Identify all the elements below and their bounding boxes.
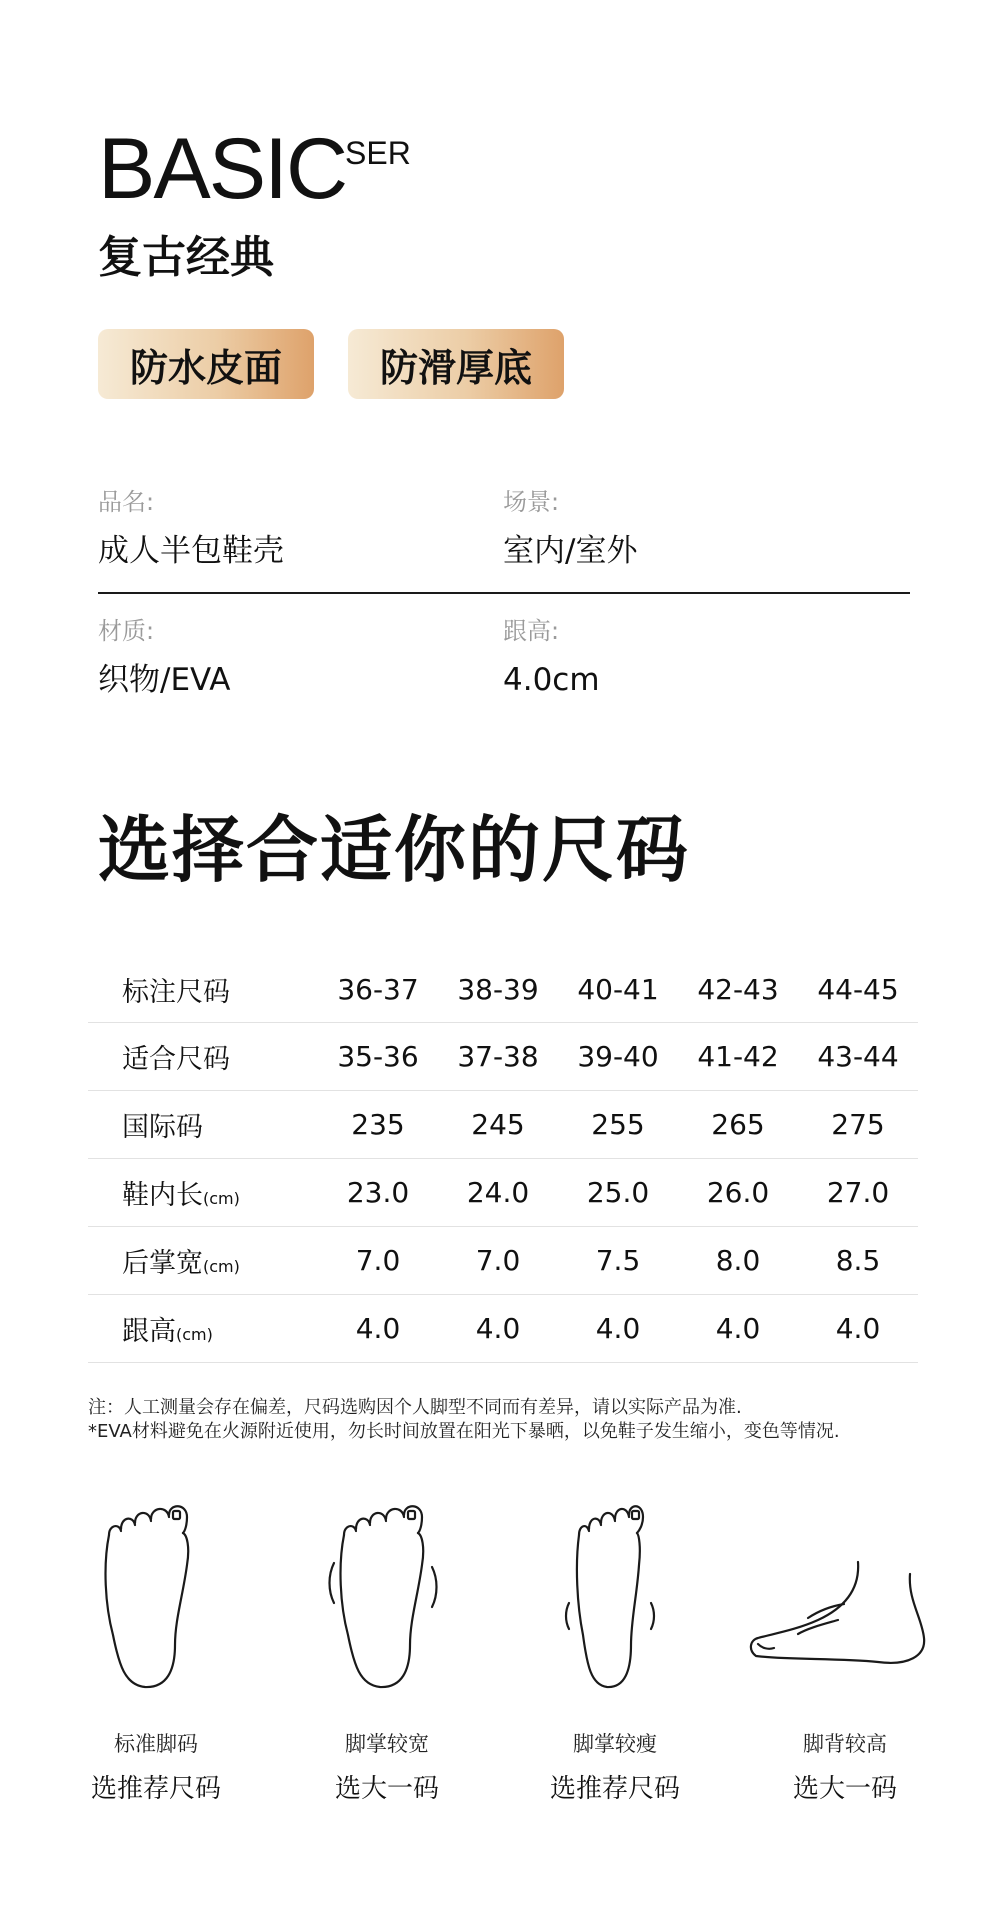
table-cell: 40-41 bbox=[558, 956, 678, 1023]
row-label: 国际码 bbox=[88, 1091, 318, 1159]
foot-type-recommendation: 选大一码 bbox=[334, 1774, 439, 1804]
table-cell: 8.0 bbox=[678, 1227, 798, 1295]
table-cell: 7.0 bbox=[438, 1227, 558, 1295]
feature-badge-antislip: 防滑厚底 bbox=[348, 329, 564, 399]
spec-label-material: 材质: bbox=[98, 617, 155, 645]
table-cell: 36-37 bbox=[318, 956, 438, 1023]
table-cell: 27.0 bbox=[798, 1159, 918, 1227]
brand-superscript: SER bbox=[345, 135, 411, 171]
table-cell: 255 bbox=[558, 1091, 678, 1159]
spec-divider bbox=[98, 592, 910, 594]
row-label: 适合尺码 bbox=[88, 1023, 318, 1091]
table-cell: 23.0 bbox=[318, 1159, 438, 1227]
spec-label-scene: 场景: bbox=[503, 488, 560, 516]
table-cell: 7.5 bbox=[558, 1227, 678, 1295]
table-cell: 4.0 bbox=[678, 1295, 798, 1363]
spec-value-material: 织物/EVA bbox=[98, 662, 231, 698]
table-cell: 245 bbox=[438, 1091, 558, 1159]
table-cell: 37-38 bbox=[438, 1023, 558, 1091]
table-row bbox=[88, 1227, 918, 1295]
table-cell: 35-36 bbox=[318, 1023, 438, 1091]
spec-value-heel: 4.0cm bbox=[503, 662, 600, 698]
table-cell: 4.0 bbox=[558, 1295, 678, 1363]
foot-type-label: 脚掌较瘦 bbox=[573, 1732, 657, 1756]
spec-value-scene: 室内/室外 bbox=[503, 533, 638, 569]
foot-type-label: 脚背较高 bbox=[803, 1732, 887, 1756]
table-cell: 24.0 bbox=[438, 1159, 558, 1227]
table-cell: 4.0 bbox=[798, 1295, 918, 1363]
table-row bbox=[88, 1023, 918, 1091]
table-cell: 38-39 bbox=[438, 956, 558, 1023]
table-cell: 42-43 bbox=[678, 956, 798, 1023]
row-label: 鞋内长(cm) bbox=[88, 1159, 318, 1227]
table-row bbox=[88, 1091, 918, 1159]
row-label: 跟高(cm) bbox=[88, 1295, 318, 1363]
narrow-foot-icon bbox=[555, 1505, 665, 1695]
eva-warning-note: *EVA材料避免在火源附近使用，勿长时间放置在阳光下暴晒，以免鞋子发生缩小，变色等情况. bbox=[88, 1421, 840, 1442]
spec-label-heel: 跟高: bbox=[503, 617, 560, 645]
table-cell: 25.0 bbox=[558, 1159, 678, 1227]
row-label: 后掌宽(cm) bbox=[88, 1227, 318, 1295]
table-row bbox=[88, 1295, 918, 1363]
foot-type-recommendation: 选大一码 bbox=[792, 1774, 897, 1804]
table-row bbox=[88, 956, 918, 1023]
table-cell: 39-40 bbox=[558, 1023, 678, 1091]
table-cell: 26.0 bbox=[678, 1159, 798, 1227]
table-cell: 265 bbox=[678, 1091, 798, 1159]
spec-label-name: 品名: bbox=[98, 488, 155, 516]
row-label: 标注尺码 bbox=[88, 956, 318, 1023]
spec-value-name: 成人半包鞋壳 bbox=[98, 533, 284, 569]
brand-title: BASIC bbox=[98, 121, 347, 217]
size-table bbox=[88, 956, 918, 1363]
wide-foot-icon bbox=[322, 1505, 442, 1695]
table-cell: 4.0 bbox=[318, 1295, 438, 1363]
foot-type-label: 脚掌较宽 bbox=[345, 1732, 429, 1756]
table-row bbox=[88, 1159, 918, 1227]
foot-type-recommendation: 选推荐尺码 bbox=[90, 1774, 221, 1804]
standard-foot-icon bbox=[95, 1505, 205, 1695]
feature-badge-waterproof: 防水皮面 bbox=[98, 329, 314, 399]
table-cell: 43-44 bbox=[798, 1023, 918, 1091]
table-cell: 7.0 bbox=[318, 1227, 438, 1295]
table-cell: 275 bbox=[798, 1091, 918, 1159]
measurement-note: 注：人工测量会存在偏差，尺码选购因个人脚型不同而有差异，请以实际产品为准. bbox=[88, 1397, 742, 1418]
product-subtitle: 复古经典 bbox=[98, 232, 274, 283]
table-cell: 235 bbox=[318, 1091, 438, 1159]
size-section-title: 选择合适你的尺码 bbox=[98, 808, 691, 892]
table-cell: 4.0 bbox=[438, 1295, 558, 1363]
foot-type-recommendation: 选推荐尺码 bbox=[549, 1774, 680, 1804]
high-instep-foot-icon bbox=[748, 1560, 928, 1670]
table-cell: 41-42 bbox=[678, 1023, 798, 1091]
table-cell: 8.5 bbox=[798, 1227, 918, 1295]
foot-type-label: 标准脚码 bbox=[114, 1732, 198, 1756]
table-cell: 44-45 bbox=[798, 956, 918, 1023]
